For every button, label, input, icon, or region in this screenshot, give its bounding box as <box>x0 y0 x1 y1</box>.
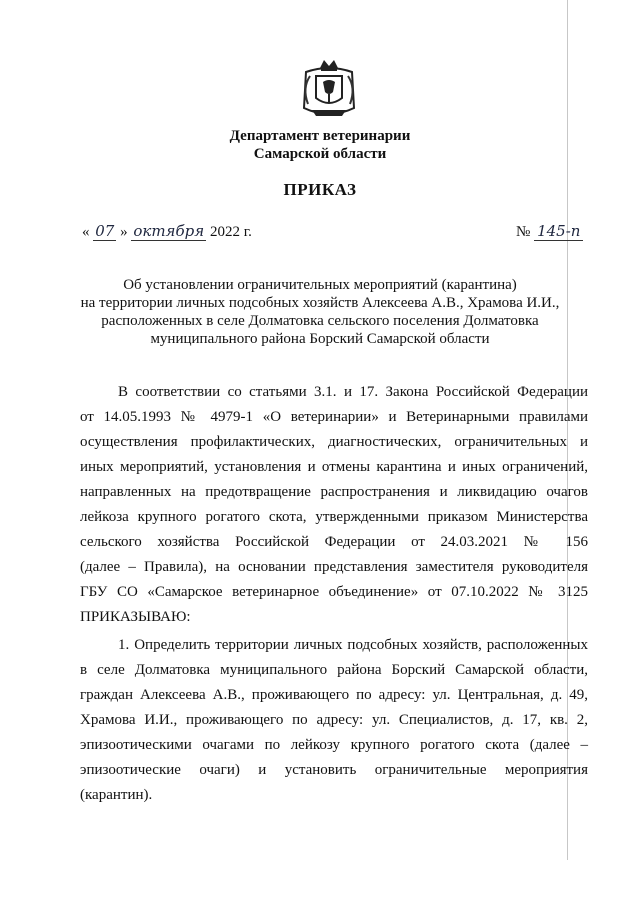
date-day: 07 <box>95 222 115 240</box>
body-line: 1. Определить территории личных подсобных хозяйств, расположенных <box>118 637 588 653</box>
department-name-line2: Самарской области <box>253 146 387 162</box>
body-line: Храмова И.И., проживающего по адресу: ул. Специалистов, д. 17, кв. 2, <box>80 712 588 728</box>
body-line: эпизоотические очаги) и установить ограничительные мероприятия <box>80 762 588 778</box>
directive-word: ПРИКАЗЫВАЮ: <box>80 609 191 625</box>
body-line: осуществления профилактических, диагностических, ограничительных и <box>80 434 588 450</box>
body-line: эпизоотическими очагами по лейкозу крупного рогатого скота (далее – <box>80 737 588 753</box>
date-open-quote: « <box>82 224 90 240</box>
body-line: направленных на предотвращение распространения и ликвидацию очагов <box>80 484 588 500</box>
department-name-line1: Департамент ветеринарии <box>229 128 411 144</box>
body-line: в селе Долматовка муниципального района Борский Самарской области, <box>80 662 588 678</box>
body-line: граждан Алексеева А.В., проживающего по адресу: ул. Центральная, д. 49, <box>80 687 588 703</box>
body-line: ГБУ СО «Самарское ветеринарное объединение» от 07.10.2022 № 3125 <box>80 584 588 600</box>
document-title: ПРИКАЗ <box>283 180 357 199</box>
number-value: 145-п <box>534 222 583 241</box>
subject-line: муниципального района Борский Самарской области <box>150 331 490 347</box>
body-line: В соответствии со статьями 3.1. и 17. Закона Российской Федерации <box>118 384 588 400</box>
date-year: 2022 г. <box>209 224 252 240</box>
number-label: № <box>516 224 531 240</box>
date-month: октября <box>133 222 205 240</box>
subject-line: на территории личных подсобных хозяйств Алексеева А.В., Храмова И.И., <box>80 295 560 311</box>
body-line: иных мероприятий, установления и отмены карантина и иных ограничений, <box>80 459 588 475</box>
body-line: (карантин). <box>80 787 153 803</box>
order-date <box>82 222 252 241</box>
subject-line: расположенных в селе Долматовка сельского поселения Долматовка <box>101 313 539 329</box>
date-close-quote: » <box>120 224 128 240</box>
subject-line: Об установлении ограничительных мероприятий (карантина) <box>123 277 517 293</box>
body-line: лейкоза крупного рогатого скота, утвержденными приказом Министерства <box>80 509 588 525</box>
body-line: сельского хозяйства Российской Федерации от 24.03.2021 № 156 <box>80 534 588 550</box>
coat-of-arms-icon <box>298 58 360 122</box>
body-line: (далее – Правила), на основании представления заместителя руководителя <box>80 559 588 575</box>
body-line: от 14.05.1993 № 4979-1 «О ветеринарии» и Ветеринарными правилами <box>80 409 588 425</box>
order-number <box>516 222 583 241</box>
